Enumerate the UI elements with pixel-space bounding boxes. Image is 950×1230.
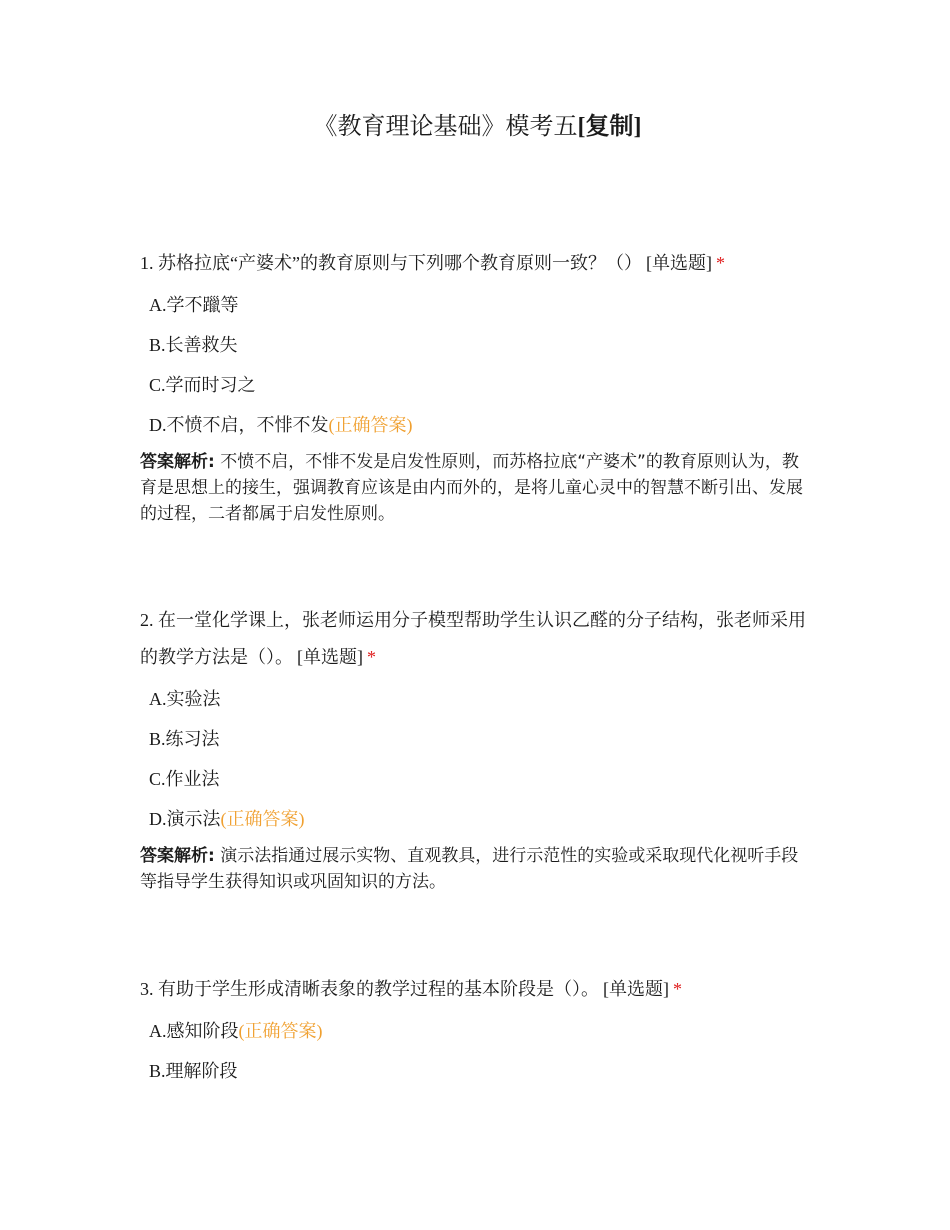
question-text: 有助于学生形成清晰表象的教学过程的基本阶段是（）。 bbox=[158, 979, 599, 999]
question-text: 在一堂化学课上，张老师运用分子模型帮助学生认识乙醛的分子结构，张老师采用的教学方法是（）。 bbox=[140, 610, 806, 667]
option-label: C.作业法 bbox=[149, 769, 220, 789]
option-a[interactable] bbox=[140, 285, 815, 325]
option-b[interactable] bbox=[140, 1051, 815, 1091]
title-main: 《教育理论基础》模考五 bbox=[313, 114, 578, 140]
question-1-title bbox=[140, 245, 815, 282]
question-number: 3. bbox=[140, 979, 154, 999]
option-label: A.实验法 bbox=[149, 689, 221, 709]
question-1 bbox=[140, 245, 815, 527]
answer-analysis bbox=[140, 843, 815, 895]
option-a[interactable] bbox=[140, 679, 815, 719]
question-text: 苏格拉底“产婆术”的教育原则与下列哪个教育原则一致？（） bbox=[158, 253, 642, 273]
option-label: C.学而时习之 bbox=[149, 375, 256, 395]
required-asterisk: * bbox=[367, 647, 376, 667]
question-3-title bbox=[140, 971, 815, 1008]
question-type: [单选题] bbox=[603, 979, 669, 999]
question-2 bbox=[140, 602, 815, 895]
question-number: 2. bbox=[140, 610, 154, 630]
option-d[interactable] bbox=[140, 405, 815, 445]
question-1-options bbox=[140, 285, 815, 445]
option-label: D.演示法 bbox=[149, 809, 221, 829]
question-3-options bbox=[140, 1011, 815, 1091]
option-b[interactable] bbox=[140, 325, 815, 365]
correct-answer-tag: (正确答案) bbox=[220, 809, 305, 829]
option-label: D.不愤不启，不悱不发 bbox=[149, 415, 329, 435]
option-label: A.感知阶段 bbox=[149, 1021, 239, 1041]
option-c[interactable] bbox=[140, 759, 815, 799]
option-label: A.学不躐等 bbox=[149, 295, 239, 315]
option-label: B.长善救失 bbox=[149, 335, 238, 355]
analysis-label: 答案解析: bbox=[140, 452, 215, 472]
analysis-text: 不愤不启，不悱不发是启发性原则，而苏格拉底“产婆术”的教育原则认为，教育是思想上的接生，强调教育应该是由内而外的，是将儿童心灵中的智慧不断引出、发展的过程，二者都属于启发性原则。 bbox=[140, 452, 803, 524]
question-type: [单选题] bbox=[645, 253, 712, 273]
correct-answer-tag: (正确答案) bbox=[238, 1021, 323, 1041]
option-label: B.理解阶段 bbox=[149, 1061, 238, 1081]
question-2-options bbox=[140, 679, 815, 839]
option-d[interactable] bbox=[140, 799, 815, 839]
question-number: 1. bbox=[140, 253, 154, 273]
answer-analysis bbox=[140, 449, 815, 527]
question-type: [单选题] bbox=[297, 647, 363, 667]
title-copy-suffix: [复制] bbox=[577, 114, 642, 140]
analysis-text: 演示法指通过展示实物、直观教具，进行示范性的实验或采取现代化视听手段等指导学生获得知识或巩固知识的方法。 bbox=[140, 846, 799, 892]
option-label: B.练习法 bbox=[149, 729, 220, 749]
required-asterisk: * bbox=[673, 979, 682, 999]
option-c[interactable] bbox=[140, 365, 815, 405]
question-3 bbox=[140, 971, 815, 1091]
analysis-label: 答案解析: bbox=[140, 846, 215, 866]
correct-answer-tag: (正确答案) bbox=[328, 415, 413, 435]
question-2-title bbox=[140, 602, 815, 676]
option-a[interactable] bbox=[140, 1011, 815, 1051]
required-asterisk: * bbox=[715, 253, 725, 273]
page-title bbox=[140, 110, 815, 144]
option-b[interactable] bbox=[140, 719, 815, 759]
